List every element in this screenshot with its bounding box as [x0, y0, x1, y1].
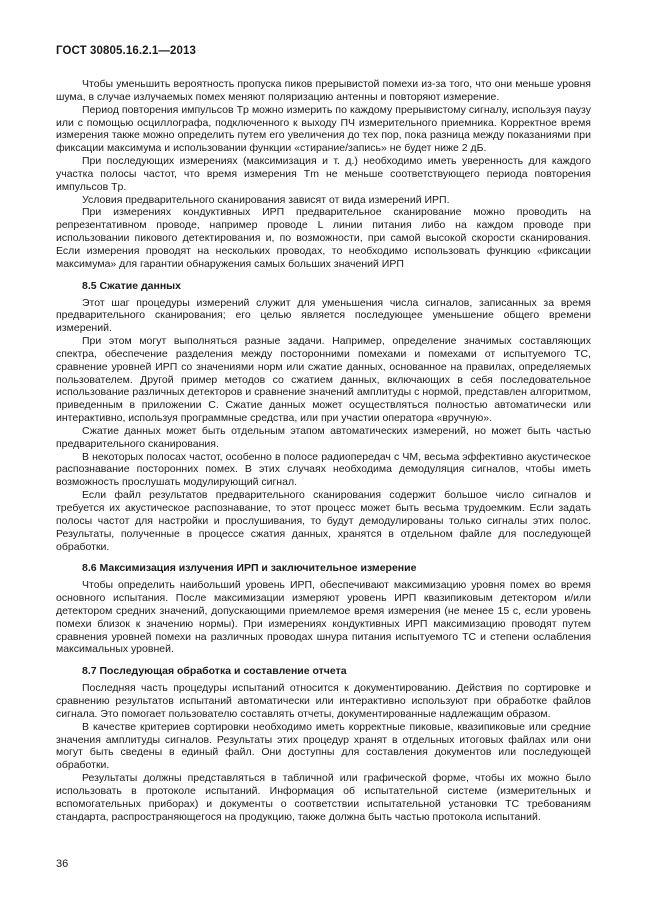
paragraph: Условия предварительного сканирования зависят от вида измерений ИРП. — [82, 193, 450, 206]
document-body — [56, 78, 591, 823]
section-heading-8-5: 8.5 Сжатие данных — [82, 279, 181, 292]
paragraph: Результаты должны представляться в табличной или графической форме, чтобы их можно было использовать в протоколе испытаний. Информация об испытательной системе (измерительных и вспомогательных приборах) и документы о соответствии испытательной установки ТС требованиям стандарта, распространяющегося на продукцию, также должна быть частью протокола испытаний. — [56, 772, 591, 823]
paragraph: Сжатие данных может быть отдельным этапом автоматических измерений, но может быть частью предварительного сканирования. — [56, 424, 591, 450]
section-heading-8-7: 8.7 Последующая обработка и составление отчета — [82, 665, 347, 678]
paragraph: В качестве критериев сортировки необходимо иметь корректные пиковые, квазипиковые или средние значения амплитуды сигналов. Результаты этих процедур хранят в отдельных итоговых файлах или они могут быть сведены в единый файл. Они доступны для составления документов или последующей обработки. — [56, 720, 591, 772]
paragraph: Чтобы определить наибольший уровень ИРП, обеспечивают максимизацию уровня помех во время основного испытания. После максимизации измеряют уровень ИРП квазипиковым детектором и/или детектором средних значений, допускающими приемлемое время измерения (не менее 15 с, если уровень помехи близок к значению нормы). При измерениях кондуктивных ИРП максимизацию проводят путем сравнения уровней помехи на различных проводах шнура питания испытуемого ТС и степени ослабления максимальных уровней. — [56, 579, 591, 656]
paragraph: При измерениях кондуктивных ИРП предварительное сканирование можно проводить на репрезентативном проводе, например проводе L линии питания либо на каждом проводе при использовании пикового детектирования и, по возможности, при самой высокой скорости сканирования. Если измерения проводят на нескольких проводах, то необходимо использовать функцию «фиксации максимума» для гарантии обнаружения самых больших значений ИРП — [56, 206, 591, 270]
paragraph: Если файл результатов предварительного сканирования содержит большое число сигналов и требуется их акустическое распознавание, то этот процесс может быть весьма трудоемким. Если задать полосы частот для настройки и прослушивания, то будут демодулированы только сигналы этих полос. Результаты, полученные в процессе сжатия данных, хранятся в отдельном файле для последующей обработки. — [56, 489, 591, 553]
paragraph: Период повторения импульсов Tp можно измерить по каждому прерывистому сигналу, используя паузу или с помощью осциллографа, подключенного к выходу ПЧ измерительного приемника. Корректное время измерения также можно определить путем его увеличения до тех пор, пока разница между показаниями при фиксации максимума и использовании функции «стирание/запись» не будет ниже 2 дБ. — [56, 103, 591, 155]
section-heading-8-6: 8.6 Максимизация излучения ИРП и заключительное измерение — [82, 562, 417, 575]
paragraph: При этом могут выполняться разные задачи. Например, определение значимых составляющих спектра, обеспечение разделения между посторонними помехами и помехами от испытуемого ТС, сравнение уровней ИРП со значениями норм или сжатие данных, основанное на правилах, определяемых пользователем. Другой пример методов со сжатием данных, включающих в себя последовательное использование различных детекторов и сравнение значений амплитуды с нормой, представлен алгоритмом, приведенным в приложении С. Сжатие данных может осуществляться полностью автоматически или интерактивно, используя программные средства, или при участии оператора «вручную». — [56, 335, 591, 425]
paragraph: При последующих измерениях (максимизация и т. д.) необходимо иметь уверенность для каждого участка полосы частот, что время измерения Tm не меньше соответствующего периода повторения импульсов Tp. — [56, 155, 591, 193]
page-number: 36 — [56, 858, 69, 870]
paragraph: Последняя часть процедуры испытаний относится к документированию. Действия по сортировке и сравнению результатов испытаний автоматически или интерактивно используют при обработке файлов сигнала. Это помогает пользователю составлять отчеты, документированные надлежащим образом. — [56, 682, 591, 720]
document-header: ГОСТ 30805.16.2.1—2013 — [56, 45, 196, 57]
paragraph: В некоторых полосах частот, особенно в полосе радиопередач с ЧМ, весьма эффективно акустическое распознавание посторонних помех. В этих случаях необходима демодуляция сигналов, чтобы иметь возможность прослушать модулирующий сигнал. — [56, 450, 591, 489]
paragraph: Чтобы уменьшить вероятность пропуска пиков прерывистой помехи из-за того, что они меньше уровня шума, в случае излучаемых помех меняют поляризацию антенны и повторяют измерение. — [56, 78, 591, 103]
paragraph: Этот шаг процедуры измерений служит для уменьшения числа сигналов, записанных за время предварительного сканирования; его целью является последующее уменьшение общего времени измерений. — [56, 296, 591, 335]
